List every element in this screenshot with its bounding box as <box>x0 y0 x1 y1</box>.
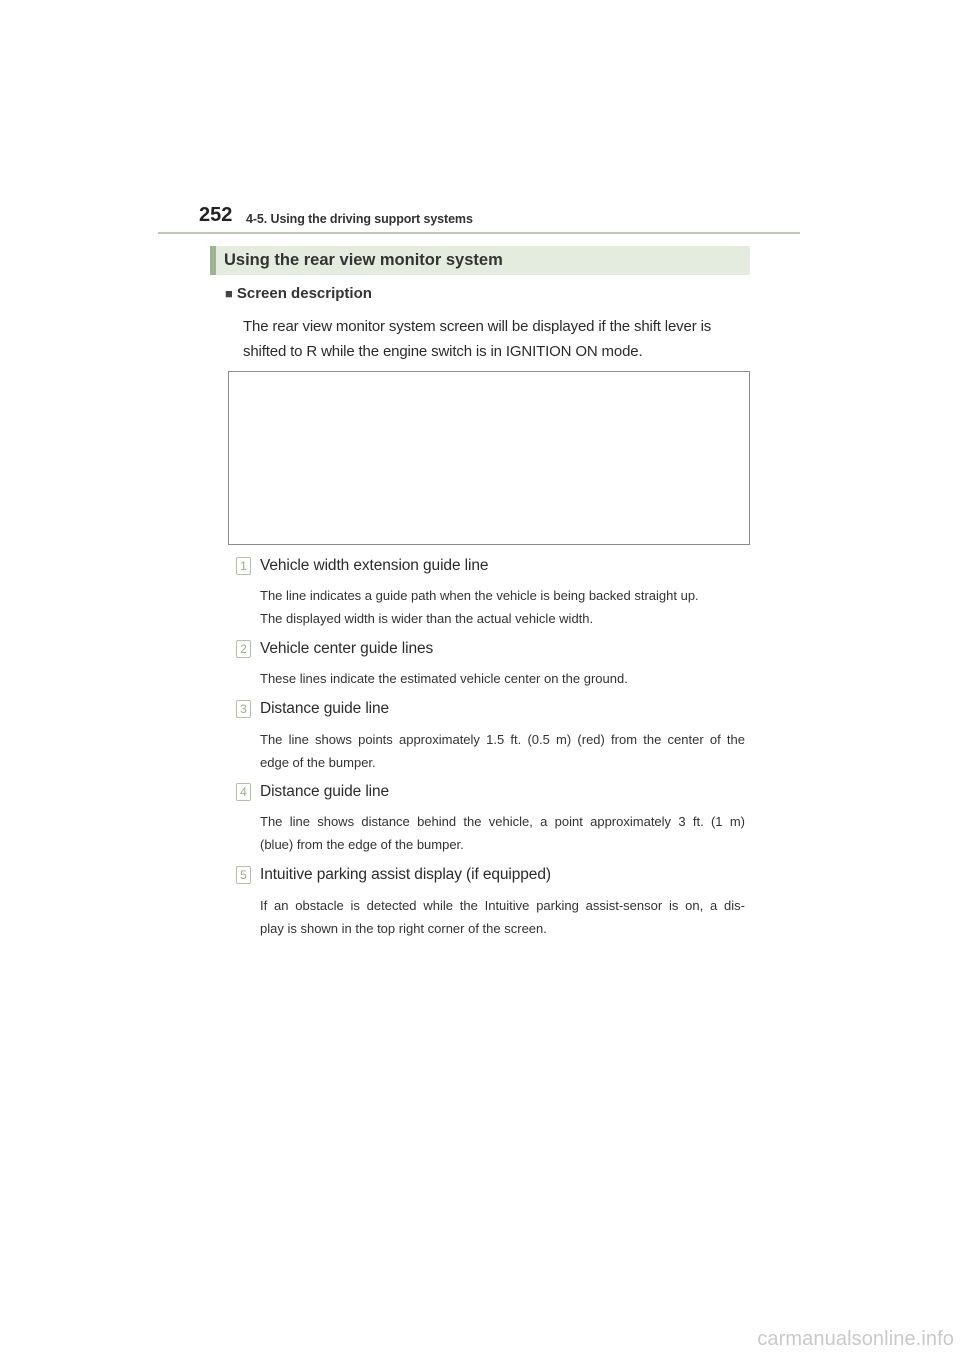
item-title: Intuitive parking assist display (if equipped) <box>260 866 551 883</box>
item-number-badge: 3 <box>236 700 251 718</box>
item-title: Vehicle width extension guide line <box>260 557 489 574</box>
item-number-badge: 2 <box>236 640 251 658</box>
section-title: Using the rear view monitor system <box>224 251 503 269</box>
description-line: The line shows points approximately 1.5 ft. (0.5 m) (red) from the center of the <box>260 732 745 747</box>
item-number-badge: 1 <box>236 557 251 575</box>
item-title: Distance guide line <box>260 700 390 717</box>
description-line: If an obstacle is detected while the Intuitive parking assist-sensor is on, a dis- <box>260 898 745 913</box>
item-number-badge: 5 <box>236 866 251 884</box>
item-title: Vehicle center guide lines <box>260 640 434 657</box>
description-line: (blue) from the edge of the bumper. <box>260 837 464 852</box>
section-accent-bar <box>210 246 216 275</box>
description-line: play is shown in the top right corner of the screen. <box>260 921 547 936</box>
item-title: Distance guide line <box>260 783 390 800</box>
intro-line: The rear view monitor system screen will be displayed if the shift lever is <box>243 318 712 335</box>
section-header <box>210 246 750 275</box>
header-divider <box>158 232 800 234</box>
intro-line: shifted to R while the engine switch is in IGNITION ON mode. <box>243 343 643 360</box>
subsection-title: Screen description <box>236 285 372 302</box>
intro-paragraph <box>243 314 711 364</box>
subsection-heading <box>225 284 372 304</box>
description-line: edge of the bumper. <box>260 755 376 770</box>
item-description <box>260 584 745 630</box>
square-bullet-icon: ■ <box>225 286 233 301</box>
description-line: The line shows distance behind the vehicle, a point approximately 3 ft. (1 m) <box>260 814 745 829</box>
page-number: 252 <box>199 204 233 226</box>
description-line: The displayed width is wider than the actual vehicle width. <box>260 611 594 626</box>
item-description <box>260 667 745 690</box>
running-head: 4-5. Using the driving support systems <box>246 212 473 226</box>
rear-view-monitor-image <box>228 371 750 545</box>
description-line: The line indicates a guide path when the vehicle is being backed straight up. <box>260 588 699 603</box>
site-watermark: carmanualsonline.info <box>757 1328 954 1350</box>
item-description <box>260 810 745 856</box>
description-line: These lines indicate the estimated vehicle center on the ground. <box>260 671 628 686</box>
item-number-badge: 4 <box>236 783 251 801</box>
item-description <box>260 894 745 940</box>
item-description <box>260 728 745 774</box>
